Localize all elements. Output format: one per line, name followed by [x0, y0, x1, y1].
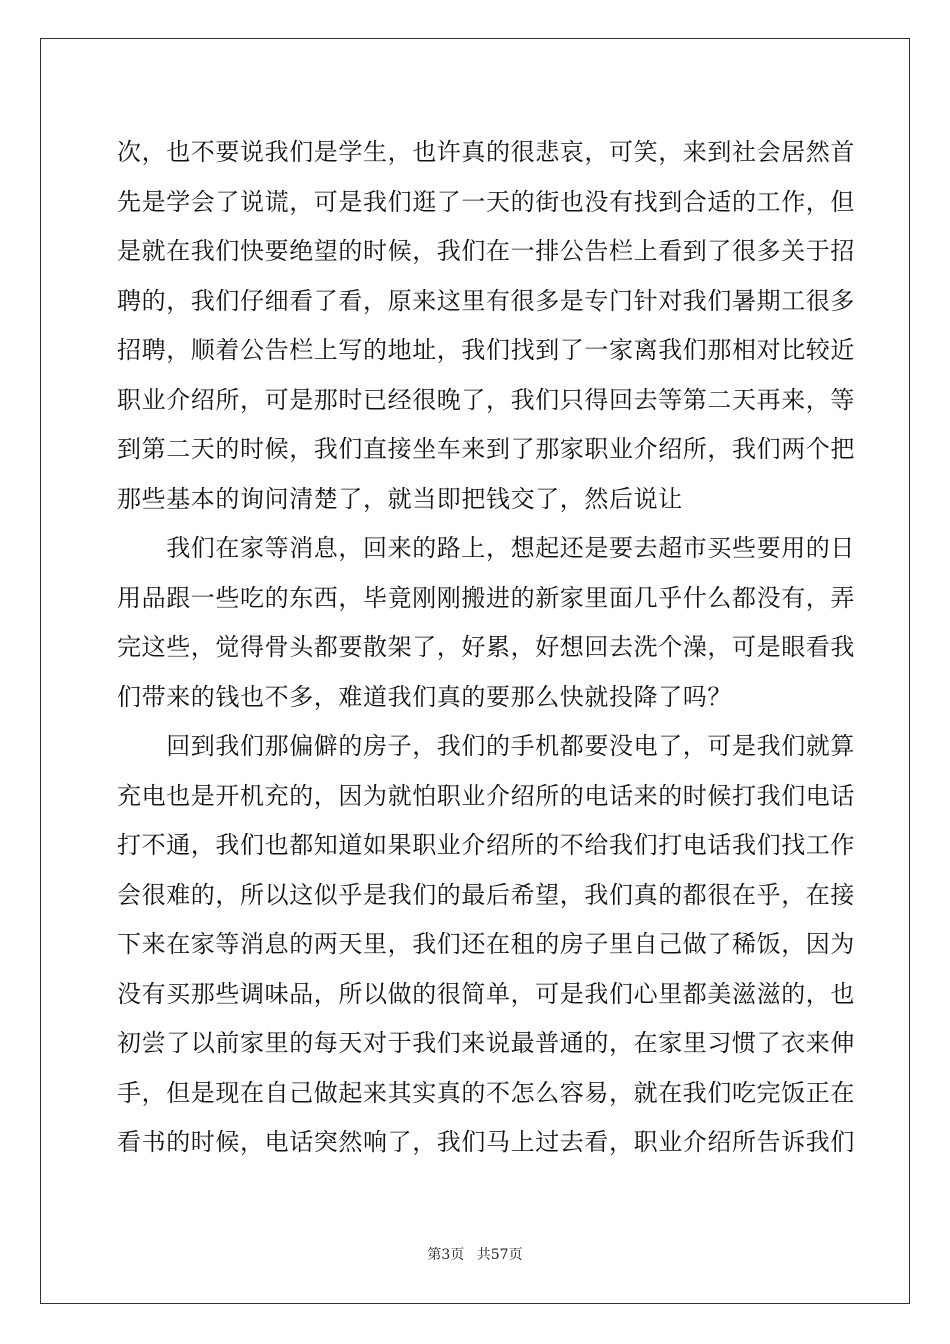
text-line: 先是学会了说谎，可是我们逛了一天的街也没有找到合适的工作，但	[117, 187, 855, 216]
text-line: 们带来的钱也不多，难道我们真的要那么快就投降了吗？	[117, 682, 732, 711]
text-line: 聘的，我们仔细看了看，原来这里有很多是专门针对我们暑期工很多	[117, 286, 855, 315]
text-line: 回到我们那偏僻的房子，我们的手机都要没电了，可是我们就算	[117, 732, 855, 760]
page-total: 共57页	[476, 1247, 523, 1263]
text-line: 手，但是现在自己做起来其实真的不怎么容易，就在我们吃完饭正在	[117, 1078, 855, 1107]
text-line: 那些基本的询问清楚了，就当即把钱交了，然后说让	[117, 484, 683, 513]
text-line: 完这些，觉得骨头都要散架了，好累，好想回去洗个澡，可是眼看我	[117, 633, 855, 661]
text-line: 职业介绍所，可是那时已经很晚了，我们只得回去等第二天再来，等	[117, 385, 855, 414]
text-line: 招聘，顺着公告栏上写的地址，我们找到了一家离我们那相对比较近	[117, 336, 855, 364]
text-line: 下来在家等消息的两天里，我们还在租的房子里自己做了稀饭，因为	[117, 930, 855, 958]
page-footer	[0, 1245, 950, 1265]
text-line: 会很难的，所以这似乎是我们的最后希望，我们真的都很在乎，在接	[117, 880, 855, 909]
text-line: 次，也不要说我们是学生，也许真的很悲哀，可笑，来到社会居然首	[117, 138, 855, 166]
text-line: 是就在我们快要绝望的时候，我们在一排公告栏上看到了很多关于招	[117, 237, 855, 265]
page-number: 第3页	[427, 1247, 465, 1263]
text-line: 打不通，我们也都知道如果职业介绍所的不给我们打电话我们找工作	[117, 831, 855, 859]
text-line: 到第二天的时候，我们直接坐车来到了那家职业介绍所，我们两个把	[117, 435, 855, 463]
text-line: 我们在家等消息，回来的路上，想起还是要去超市买些要用的日	[117, 534, 855, 562]
document-body	[117, 128, 855, 1168]
text-line: 充电也是开机充的，因为就怕职业介绍所的电话来的时候打我们电话	[117, 781, 855, 810]
text-line: 没有买那些调味品，所以做的很简单，可是我们心里都美滋滋的，也	[117, 979, 855, 1008]
text-line: 用品跟一些吃的东西，毕竟刚刚搬进的新家里面几乎什么都没有，弄	[117, 583, 855, 612]
text-line: 初尝了以前家里的每天对于我们来说最普通的，在家里习惯了衣来伸	[117, 1029, 855, 1057]
text-line: 看书的时候，电话突然响了，我们马上过去看，职业介绍所告诉我们	[117, 1128, 855, 1156]
